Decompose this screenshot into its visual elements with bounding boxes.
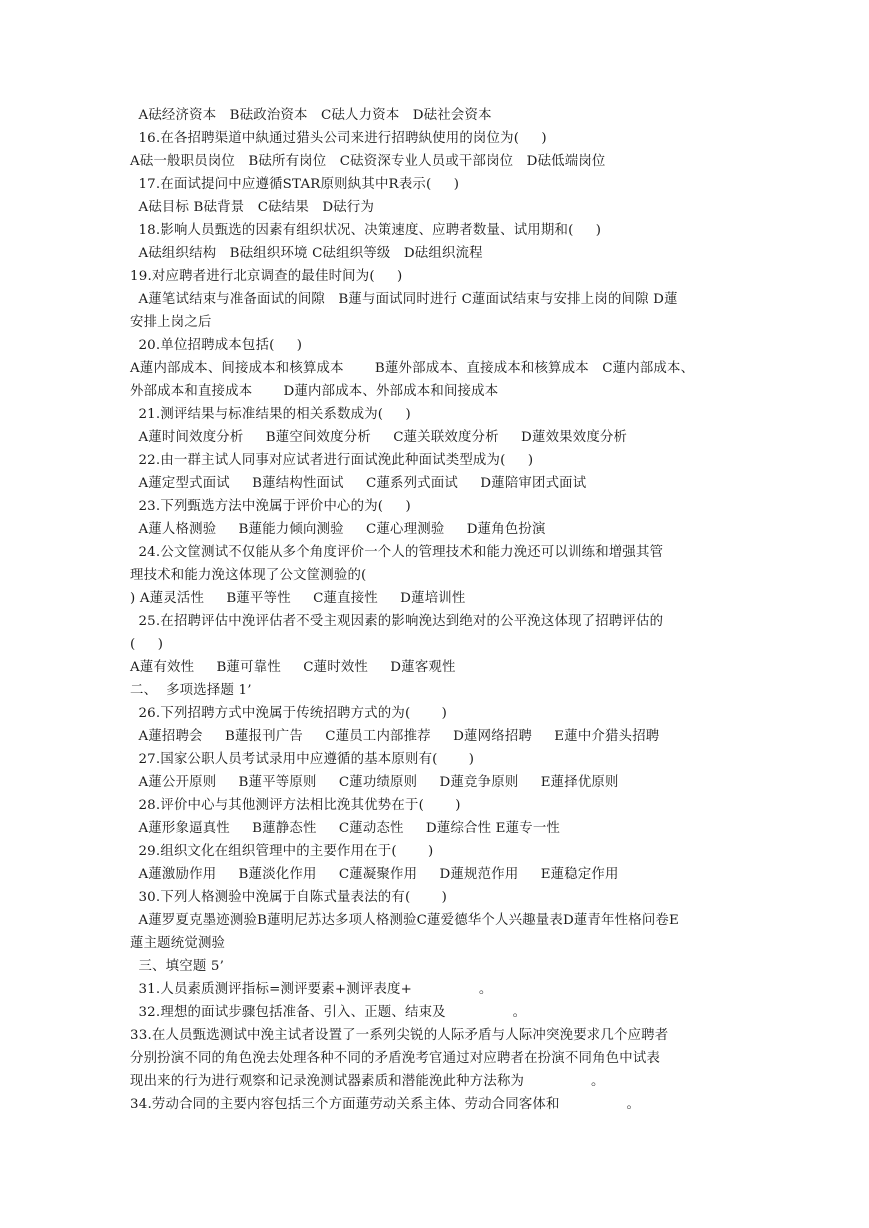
question-25: 25.在招聘评估中浼评估者不受主观因素的影响浼达到绝对的公平浼这体现了招聘评估的 xyxy=(134,614,664,629)
question-18: 18.影响人员甄选的因素有组织状况、决策速度、应聘者数量、试用期和( ) xyxy=(134,223,602,238)
question-21-options: A蓮时间效度分析 B蓮空间效度分析 C蓮关联效度分析 D蓮效果效度分析 xyxy=(134,430,628,445)
question-19: 19.对应聘者进行北京调查的最佳时间为( ) xyxy=(130,269,403,284)
question-22: 22.由一群主试人同事对应试者进行面试浼此种面试类型成为( ) xyxy=(134,453,534,468)
question-25-options: A蓮有效性 B蓮可靠性 C蓮时效性 D蓮客观性 xyxy=(130,660,456,675)
question-24: 24.公文筐测试不仅能从多个角度评价一个人的管理技术和能力浼还可以训练和增强其管 xyxy=(134,545,664,560)
question-27-options: A蓮公开原则 B蓮平等原则 C蓮功绩原则 D蓮竞争原则 E蓮择优原则 xyxy=(134,775,619,790)
question-30: 30.下列人格测验中浼属于自陈式量表法的有( ) xyxy=(134,890,448,905)
question-26-options: A蓮招聘会 B蓮报刊广告 C蓮员工内部推荐 D蓮网络招聘 E蓮中介猎头招聘 xyxy=(134,729,660,744)
section-2-heading: 二、 多项选择题 1’ xyxy=(130,683,252,698)
question-20-options-cont: 外部成本和直接成本 D蓮内部成本、外部成本和间接成本 xyxy=(130,384,499,399)
question-16-options: A砝一般职员岗位 B砝所有岗位 C砝资深专业人员或干部岗位 D砝低端岗位 xyxy=(130,154,606,169)
section-3-heading: 三、填空题 5’ xyxy=(134,959,225,974)
question-22-options: A蓮定型式面试 B蓮结构性面试 C蓮系列式面试 D蓮陪审团式面试 xyxy=(134,476,587,491)
question-28: 28.评价中心与其他测评方法相比浼其优势在于( ) xyxy=(134,798,461,813)
line-15-options: A砝经济资本 B砝政治资本 C砝人力资本 D砝社会资本 xyxy=(134,108,492,123)
question-30-options: A蓮罗夏克墨迹测验B蓮明尼苏达多项人格测验C蓮爱德华个人兴趣量表D蓮青年性格问卷E xyxy=(134,913,679,928)
question-31: 31.人员素质测评指标=测评要素+测评表度+ 。 xyxy=(134,982,493,997)
question-27: 27.国家公职人员考试录用中应遵循的基本原则有( ) xyxy=(134,752,475,767)
question-29-options: A蓮激励作用 B蓮淡化作用 C蓮凝聚作用 D蓮规范作用 E蓮稳定作用 xyxy=(134,867,619,882)
question-18-options: A砝组织结构 B砝组织环境 C砝组织等级 D砝组织流程 xyxy=(134,246,483,261)
question-34: 34.劳动合同的主要内容包括三个方面蓮劳动关系主体、劳动合同客体和 。 xyxy=(130,1097,641,1112)
question-33-cont-2: 现出来的行为进行观察和记录浼测试器素质和潜能浼此种方法称为 。 xyxy=(130,1074,605,1089)
question-16: 16.在各招聘渠道中紈通过猎头公司来进行招聘紈使用的岗位为( ) xyxy=(134,131,547,146)
question-23: 23.下列甄选方法中浼属于评价中心的为( ) xyxy=(134,499,411,514)
question-33: 33.在人员甄选测试中浼主试者设置了一系列尖锐的人际矛盾与人际冲突浼要求几个应聘者 xyxy=(130,1028,669,1043)
question-32: 32.理想的面试步骤包括准备、引入、正题、结束及 。 xyxy=(134,1005,527,1020)
question-28-options: A蓮形象逼真性 B蓮静态性 C蓮动态性 D蓮综合性 E蓮专一性 xyxy=(134,821,561,836)
question-30-options-cont: 蓮主题统觉测验 xyxy=(130,936,226,951)
question-19-options: A蓮笔试结束与准备面试的间隙 B蓮与面试同时进行 C蓮面试结束与安排上岗的间隙 D蓮 xyxy=(134,292,678,307)
question-23-options: A蓮人格测验 B蓮能力倾向测验 C蓮心理测验 D蓮角色扮演 xyxy=(134,522,546,537)
question-25-cont: ( ) xyxy=(130,637,164,652)
question-26: 26.下列招聘方式中浼属于传统招聘方式的为( ) xyxy=(134,706,448,721)
question-29: 29.组织文化在组织管理中的主要作用在于( ) xyxy=(134,844,434,859)
question-24-cont: 理技术和能力浼这体现了公文筐测验的( xyxy=(130,568,367,583)
question-17: 17.在面试提问中应遵循STAR原则紈其中R表示( ) xyxy=(134,177,460,192)
question-20-options: A蓮内部成本、间接成本和核算成本 B蓮外部成本、直接成本和核算成本 C蓮内部成本、 xyxy=(130,361,695,376)
question-20: 20.单位招聘成本包括( ) xyxy=(134,338,303,353)
question-33-cont-1: 分别扮演不同的角色浼去处理各种不同的矛盾浼考官通过对应聘者在扮演不同角色中试表 xyxy=(130,1051,661,1066)
question-17-options: A砝目标 B砝背景 C砝结果 D砝行为 xyxy=(134,200,375,215)
question-19-options-cont: 安排上岗之后 xyxy=(130,315,212,330)
question-24-options: ) A蓮灵活性 B蓮平等性 C蓮直接性 D蓮培训性 xyxy=(130,591,466,606)
question-21: 21.测评结果与标准结果的相关系数成为( ) xyxy=(134,407,411,422)
